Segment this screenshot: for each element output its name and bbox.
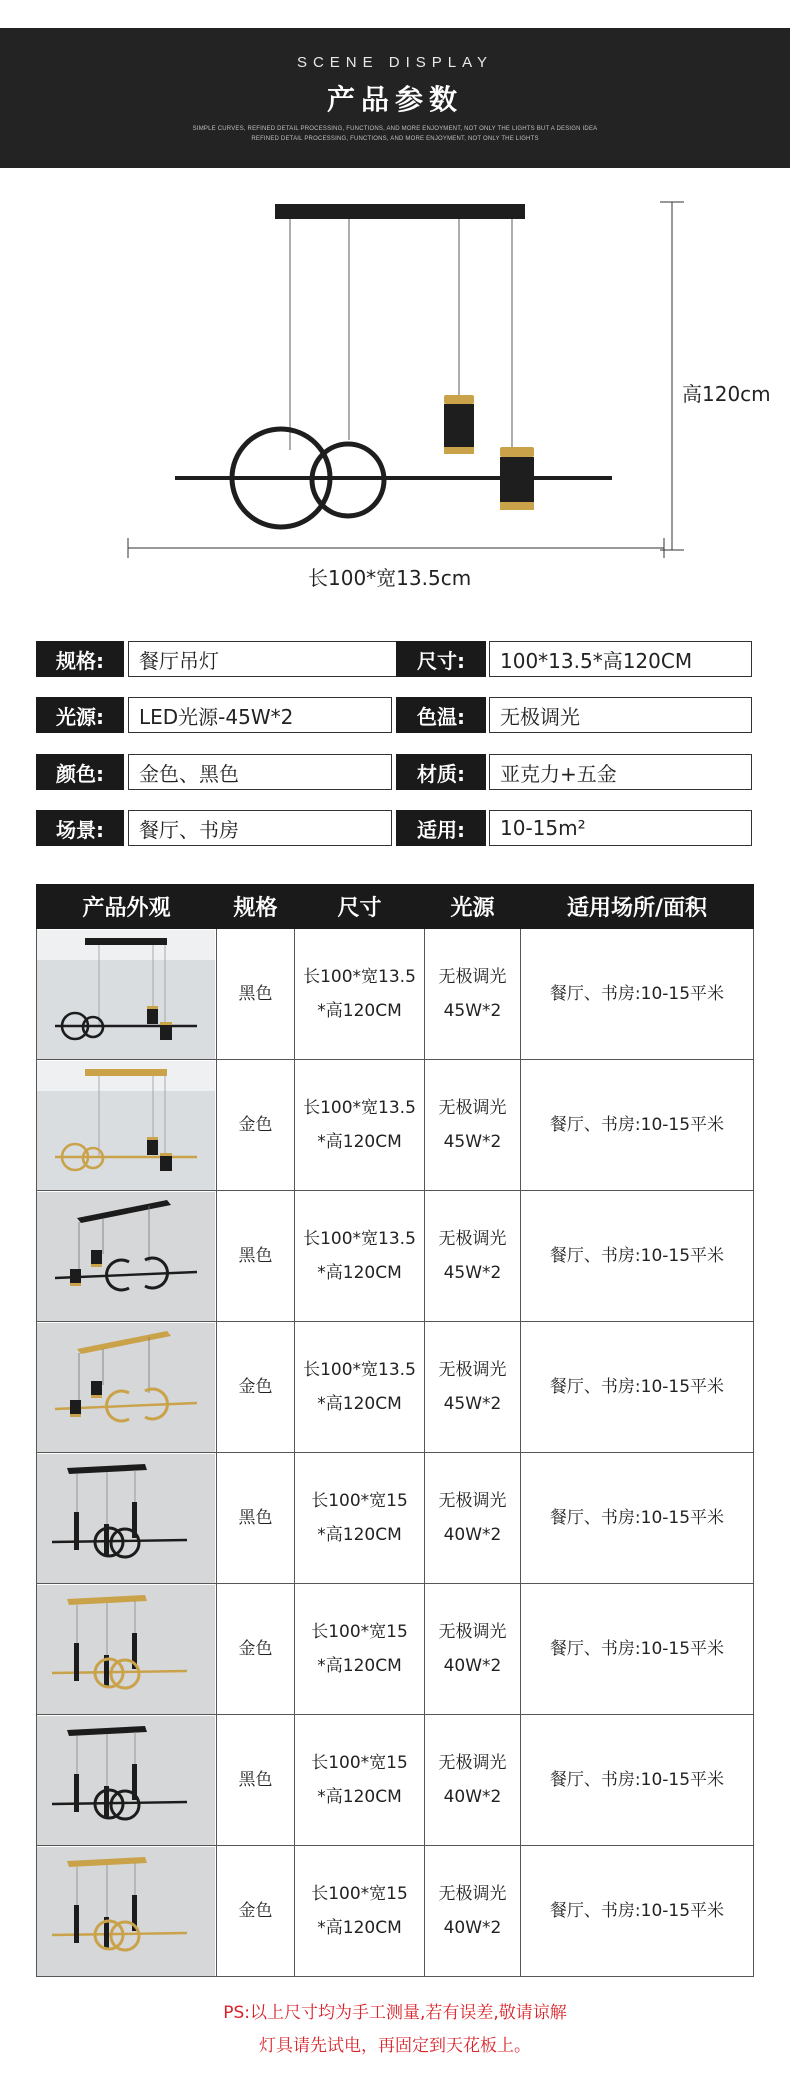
spec-value: 亚克力+五金 [489,754,752,790]
title-en: SCENE DISPLAY [296,54,494,71]
cell-color: 黑色 [217,1453,295,1584]
cell-size [295,1584,425,1715]
cell-light [425,1191,521,1322]
column-header: 尺寸 [295,885,425,929]
cell-area: 餐厅、书房:10-15平米 [521,929,754,1060]
cell-light [425,1453,521,1584]
table-row [37,929,754,1060]
light-line2: 40W*2 [443,1656,502,1676]
size-line2: *高120CM [317,1001,402,1021]
table-row [37,1191,754,1322]
cell-color: 金色 [217,1584,295,1715]
light-line1: 无极调光 [438,1229,507,1249]
size-line1: 长100*宽13.5 [303,1360,416,1380]
header-desc-line1: SIMPLE CURVES, REFINED DETAIL PROCESSING, FUNCTIONS, AND MORE ENJOYMENT, NOT ONLY THE LIGHTS BUT A DESIGN IDEA [192,126,598,132]
product-thumbnail [37,1323,215,1452]
table-row [37,1322,754,1453]
note-line2: 灯具请先试电，再固定到天花板上。 [259,2036,531,2056]
cell-color: 黑色 [217,1191,295,1322]
cell-light [425,1846,521,1977]
size-line2: *高120CM [317,1263,402,1283]
spec-label: 尺寸: [396,641,486,677]
cell-area: 餐厅、书房:10-15平米 [521,1453,754,1584]
table-row [37,1846,754,1977]
dimension-diagram [0,190,790,600]
spec-label: 场景: [36,810,124,846]
spec-row [36,641,752,677]
lamp-drawing [0,190,790,600]
cell-area: 餐厅、书房:10-15平米 [521,1846,754,1977]
light-line2: 40W*2 [443,1787,502,1807]
cell-light [425,929,521,1060]
light-line2: 45W*2 [443,1001,502,1021]
cell-light [425,1060,521,1191]
cell-area: 餐厅、书房:10-15平米 [521,1322,754,1453]
product-table [36,884,754,1977]
product-image [37,1191,217,1322]
product-thumbnail [37,1847,215,1976]
cell-color: 黑色 [217,929,295,1060]
cell-size [295,1715,425,1846]
light-line1: 无极调光 [438,1360,507,1380]
cell-area: 餐厅、书房:10-15平米 [521,1191,754,1322]
cell-size [295,1060,425,1191]
header-desc-line2: REFINED DETAIL PROCESSING, FUNCTIONS, AND MORE ENJOYMENT, NOT ONLY THE LIGHTS [251,136,539,142]
spec-label: 规格: [36,641,124,677]
size-line1: 长100*宽15 [311,1753,408,1773]
table-row [37,1584,754,1715]
column-header: 产品外观 [37,885,217,929]
cell-size [295,929,425,1060]
light-line2: 45W*2 [443,1132,502,1152]
product-thumbnail [37,1454,215,1583]
cell-size [295,1846,425,1977]
column-header: 适用场所/面积 [521,885,754,929]
spec-value: 10-15m² [489,810,752,846]
note-line1: PS:以上尺寸均为手工测量,若有误差,敬请谅解 [223,2003,567,2023]
product-thumbnail [37,1585,215,1714]
product-thumbnail [37,930,215,1059]
light-line1: 无极调光 [438,967,507,987]
spec-label: 光源: [36,697,124,733]
size-line1: 长100*宽13.5 [303,1098,416,1118]
table-row [37,1715,754,1846]
size-line2: *高120CM [317,1525,402,1545]
column-header: 光源 [425,885,521,929]
light-line1: 无极调光 [438,1884,507,1904]
cell-color: 黑色 [217,1715,295,1846]
size-line1: 长100*宽15 [311,1884,408,1904]
light-line2: 40W*2 [443,1525,502,1545]
light-line2: 45W*2 [443,1394,502,1414]
cell-area: 餐厅、书房:10-15平米 [521,1715,754,1846]
product-image [37,1584,217,1715]
height-label: 高120cm [682,382,771,406]
spec-row [36,754,752,790]
size-line2: *高120CM [317,1656,402,1676]
cell-area: 餐厅、书房:10-15平米 [521,1584,754,1715]
size-line1: 长100*宽13.5 [303,967,416,987]
light-line2: 45W*2 [443,1263,502,1283]
size-line2: *高120CM [317,1394,402,1414]
cell-light [425,1584,521,1715]
spec-label: 色温: [396,697,486,733]
spec-value: 100*13.5*高120CM [489,641,752,677]
spec-row [36,810,752,846]
spec-row [36,697,752,733]
light-line1: 无极调光 [438,1753,507,1773]
spec-value: 无极调光 [489,697,752,733]
table-row [37,1060,754,1191]
size-line1: 长100*宽13.5 [303,1229,416,1249]
size-line1: 长100*宽15 [311,1622,408,1642]
spec-label: 颜色: [36,754,124,790]
cell-area: 餐厅、书房:10-15平米 [521,1060,754,1191]
table-header-row [37,885,754,929]
size-line1: 长100*宽15 [311,1491,408,1511]
spec-value: 金色、黑色 [128,754,392,790]
column-header: 规格 [217,885,295,929]
light-line1: 无极调光 [438,1491,507,1511]
product-image [37,1715,217,1846]
cell-light [425,1715,521,1846]
size-line2: *高120CM [317,1918,402,1938]
product-thumbnail [37,1061,215,1190]
cell-size [295,1453,425,1584]
title-cn: 产品参数 [326,83,463,116]
cell-size [295,1322,425,1453]
light-line1: 无极调光 [438,1098,507,1118]
light-line2: 40W*2 [443,1918,502,1938]
product-image [37,929,217,1060]
product-image [37,1060,217,1191]
spec-value: 餐厅、书房 [128,810,392,846]
product-image [37,1322,217,1453]
spec-label: 适用: [396,810,486,846]
spec-value: LED光源-45W*2 [128,697,392,733]
cell-light [425,1322,521,1453]
spec-label: 材质: [396,754,486,790]
length-label: 长100*宽13.5cm [308,566,472,590]
header-banner [0,28,790,168]
cell-color: 金色 [217,1060,295,1191]
size-line2: *高120CM [317,1787,402,1807]
spec-value: 餐厅吊灯 [128,641,428,677]
table-row [37,1453,754,1584]
product-thumbnail [37,1716,215,1845]
product-thumbnail [37,1192,215,1321]
cell-color: 金色 [217,1846,295,1977]
size-line2: *高120CM [317,1132,402,1152]
product-image [37,1846,217,1977]
cell-color: 金色 [217,1322,295,1453]
cell-size [295,1191,425,1322]
light-line1: 无极调光 [438,1622,507,1642]
product-image [37,1453,217,1584]
